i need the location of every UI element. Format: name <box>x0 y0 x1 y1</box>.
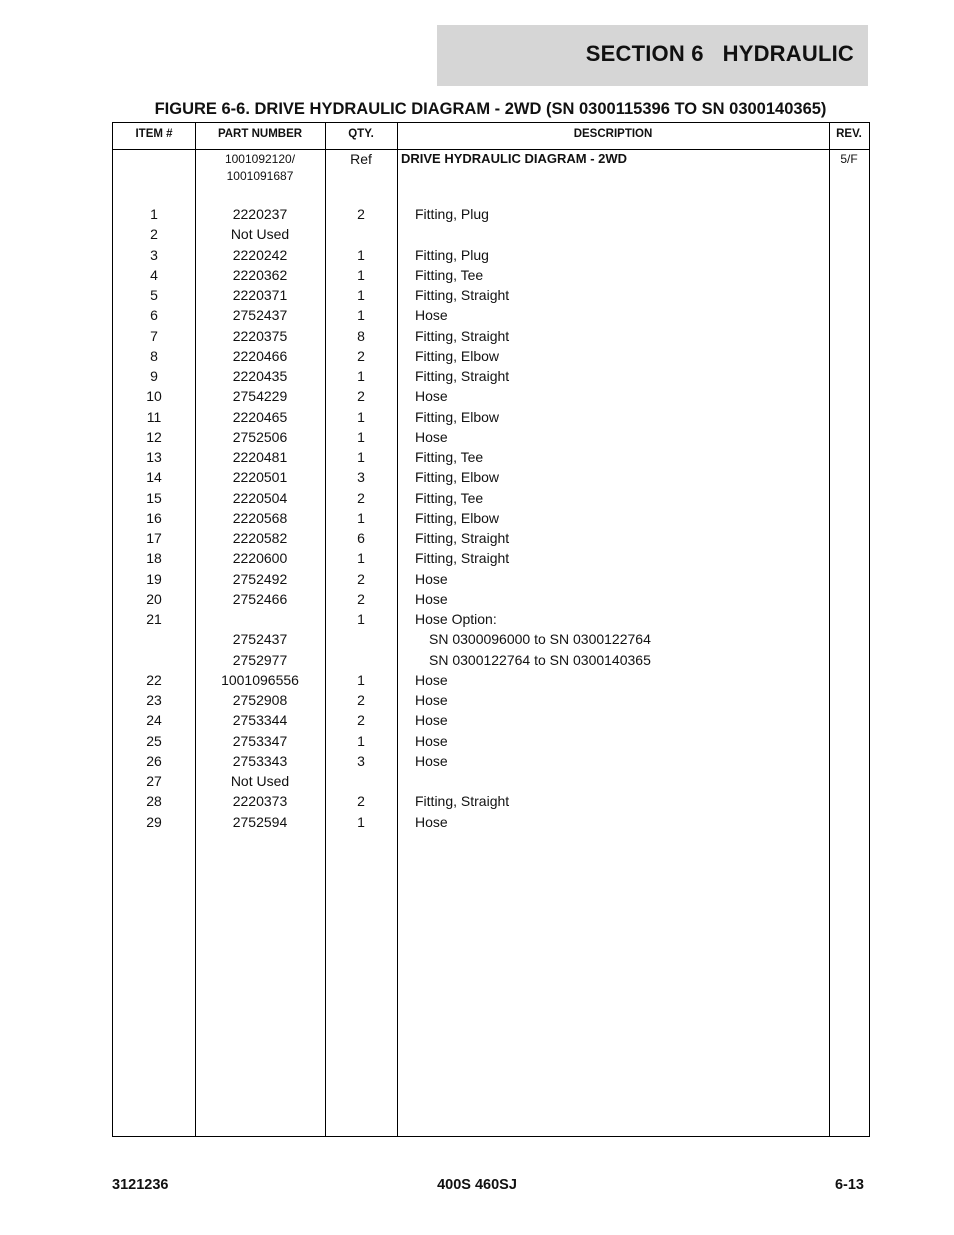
row-item-number: 29 <box>146 814 162 830</box>
row-qty: 2 <box>357 712 365 728</box>
row-part-number: Not Used <box>230 773 290 789</box>
assembly-rev: 5/F <box>840 152 858 166</box>
row-item-number: 26 <box>146 753 162 769</box>
row-part-number: 2220466 <box>232 348 288 364</box>
row-description: Hose <box>415 753 448 769</box>
row-description: Hose <box>415 591 448 607</box>
row-description: Fitting, Straight <box>415 287 510 303</box>
row-item-number: 3 <box>150 247 158 263</box>
row-description: SN 0300096000 to SN 0300122764 <box>429 631 651 647</box>
row-part-number: 2220371 <box>232 287 288 303</box>
row-description: Fitting, Straight <box>415 328 510 344</box>
row-item-number: 6 <box>150 307 158 323</box>
row-description: Fitting, Plug <box>415 206 489 222</box>
row-qty: 1 <box>357 429 365 445</box>
row-part-number: 2220465 <box>232 409 288 425</box>
row-qty: 1 <box>357 409 365 425</box>
column-header-description: DESCRIPTION <box>573 128 653 140</box>
row-item-number: 25 <box>146 733 162 749</box>
row-part-number: 2752977 <box>232 652 288 668</box>
row-part-number: 2752437 <box>232 631 288 647</box>
row-qty: 1 <box>357 287 365 303</box>
row-qty: 2 <box>357 490 365 506</box>
row-description: Hose <box>415 429 448 445</box>
row-item-number: 5 <box>150 287 158 303</box>
row-description: Fitting, Tee <box>415 267 484 283</box>
row-description: Hose <box>415 712 448 728</box>
column-header-qty: QTY. <box>348 128 374 140</box>
row-qty: 6 <box>357 530 365 546</box>
row-description: Hose <box>415 733 448 749</box>
row-part-number: 2220501 <box>232 469 288 485</box>
row-description: Fitting, Straight <box>415 368 510 384</box>
row-description: Hose <box>415 307 448 323</box>
row-part-number: 2220582 <box>232 530 288 546</box>
column-header-part-number: PART NUMBER <box>217 128 303 140</box>
row-qty: 1 <box>357 733 365 749</box>
row-qty: 2 <box>357 692 365 708</box>
row-part-number: 2752908 <box>232 692 288 708</box>
row-qty: 2 <box>357 388 365 404</box>
row-description: Fitting, Elbow <box>415 469 500 485</box>
row-item-number: 10 <box>146 388 162 404</box>
row-item-number: 23 <box>146 692 162 708</box>
assembly-part-number-2: 1001091687 <box>226 169 294 183</box>
row-item-number: 9 <box>150 368 158 384</box>
row-part-number: 2753347 <box>232 733 288 749</box>
row-item-number: 13 <box>146 449 162 465</box>
figure-title: FIGURE 6-6. DRIVE HYDRAULIC DIAGRAM - 2WD (SN 0300115396 TO SN 0300140365) <box>154 100 827 118</box>
row-description: Fitting, Straight <box>415 530 510 546</box>
row-part-number: 2220375 <box>232 328 288 344</box>
row-item-number: 17 <box>146 530 162 546</box>
row-description: Hose <box>415 571 448 587</box>
row-qty: 1 <box>357 550 365 566</box>
row-part-number: 2220242 <box>232 247 288 263</box>
row-part-number: 2220435 <box>232 368 288 384</box>
row-part-number: 2220362 <box>232 267 288 283</box>
row-item-number: 15 <box>146 490 162 506</box>
row-item-number: 11 <box>146 409 162 425</box>
row-qty: 1 <box>357 449 365 465</box>
row-part-number: 2753343 <box>232 753 288 769</box>
row-description: Hose <box>415 814 448 830</box>
row-item-number: 24 <box>146 712 162 728</box>
row-part-number: 2220504 <box>232 490 288 506</box>
row-qty: 1 <box>357 247 365 263</box>
row-description: Hose Option: <box>415 611 497 627</box>
column-divider <box>829 123 830 1136</box>
row-part-number: 2220373 <box>232 793 288 809</box>
footer-doc-number: 3121236 <box>112 1177 169 1193</box>
row-qty: 1 <box>357 307 365 323</box>
row-qty: 1 <box>357 611 365 627</box>
row-part-number: 2752506 <box>232 429 288 445</box>
row-description: Hose <box>415 672 448 688</box>
section-title: SECTION 6 HYDRAULIC <box>585 41 854 66</box>
row-part-number: 2752466 <box>232 591 288 607</box>
row-item-number: 2 <box>150 226 158 242</box>
row-part-number: 1001096556 <box>221 672 299 688</box>
row-item-number: 19 <box>146 571 162 587</box>
row-part-number: 2220481 <box>232 449 288 465</box>
column-header-item: ITEM # <box>135 128 173 140</box>
row-qty: 2 <box>357 571 365 587</box>
assembly-part-number-1: 1001092120/ <box>224 152 296 166</box>
row-qty: 2 <box>357 793 365 809</box>
row-part-number: 2752437 <box>232 307 288 323</box>
row-description: SN 0300122764 to SN 0300140365 <box>429 652 651 668</box>
row-item-number: 16 <box>146 510 162 526</box>
footer-model: 400S 460SJ <box>437 1177 517 1193</box>
assembly-qty: Ref <box>350 151 372 167</box>
row-item-number: 27 <box>146 773 162 789</box>
column-header-rev: REV. <box>836 128 862 140</box>
row-part-number: 2220237 <box>232 206 288 222</box>
row-qty: 3 <box>357 753 365 769</box>
column-divider <box>397 123 398 1136</box>
row-qty: 1 <box>357 368 365 384</box>
row-description: Fitting, Elbow <box>415 409 500 425</box>
row-description: Fitting, Tee <box>415 490 484 506</box>
row-item-number: 20 <box>146 591 162 607</box>
row-description: Fitting, Tee <box>415 449 484 465</box>
row-item-number: 28 <box>146 793 162 809</box>
row-description: Fitting, Plug <box>415 247 489 263</box>
row-item-number: 4 <box>150 267 158 283</box>
row-description: Fitting, Straight <box>415 550 510 566</box>
row-item-number: 7 <box>150 328 158 344</box>
section-header-box <box>437 25 868 86</box>
parts-table <box>112 122 870 1137</box>
row-description: Hose <box>415 388 448 404</box>
row-qty: 1 <box>357 267 365 283</box>
row-qty: 8 <box>357 328 365 344</box>
row-description: Hose <box>415 692 448 708</box>
row-description: Fitting, Elbow <box>415 348 500 364</box>
row-item-number: 14 <box>146 469 162 485</box>
row-item-number: 8 <box>150 348 158 364</box>
row-qty: 1 <box>357 814 365 830</box>
row-description: Fitting, Elbow <box>415 510 500 526</box>
assembly-description: DRIVE HYDRAULIC DIAGRAM - 2WD <box>401 151 628 166</box>
row-part-number: 2754229 <box>232 388 288 404</box>
footer-page-number: 6-13 <box>834 1177 864 1193</box>
row-qty: 1 <box>357 672 365 688</box>
row-item-number: 18 <box>146 550 162 566</box>
row-item-number: 21 <box>146 611 162 627</box>
row-item-number: 12 <box>146 429 162 445</box>
row-part-number: 2220568 <box>232 510 288 526</box>
row-description: Fitting, Straight <box>415 793 510 809</box>
row-item-number: 22 <box>146 672 162 688</box>
row-qty: 3 <box>357 469 365 485</box>
row-item-number: 1 <box>150 206 158 222</box>
row-part-number: Not Used <box>230 226 290 242</box>
row-qty: 2 <box>357 206 365 222</box>
row-part-number: 2752492 <box>232 571 288 587</box>
row-part-number: 2753344 <box>232 712 288 728</box>
row-part-number: 2752594 <box>232 814 288 830</box>
row-qty: 2 <box>357 348 365 364</box>
row-part-number: 2220600 <box>232 550 288 566</box>
row-qty: 1 <box>357 510 365 526</box>
row-qty: 2 <box>357 591 365 607</box>
